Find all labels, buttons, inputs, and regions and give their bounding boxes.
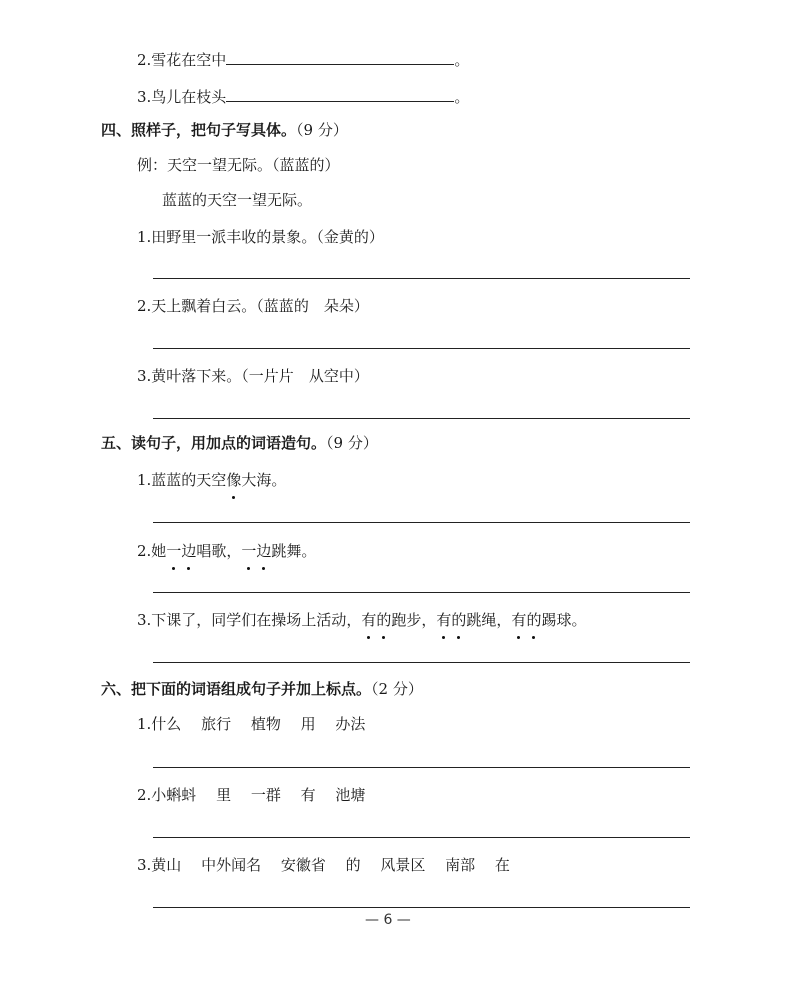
section-5-item-1: 1.蓝蓝的天空像大海。 — [137, 471, 287, 489]
answer-line-6-2[interactable] — [153, 837, 690, 838]
dotted-word: 有 — [436, 611, 452, 629]
dotted-word: 边 — [256, 542, 272, 560]
answer-line-4-1[interactable] — [153, 278, 690, 279]
dotted-word: 的 — [526, 611, 542, 629]
section-6-title: 六、把下面的词语组成句子并加上标点。 — [101, 680, 372, 698]
section-5-item-2: 2.她一边唱歌，一边跳舞。 — [137, 542, 317, 560]
section-5-item-3: 3.下课了，同学们在操场上活动，有的跑步，有的跳绳，有的踢球。 — [137, 611, 587, 629]
dotted-word: 的 — [451, 611, 467, 629]
section-4-title: 四、照样子，把句子写具体。 — [101, 121, 297, 139]
section-6-points: （2 分） — [371, 680, 423, 698]
section-4-item-1: 1.田野里一派丰收的景象。（金黄的） — [137, 228, 384, 246]
section-6-heading — [101, 679, 423, 699]
section-6-item-3: 3.黄山 中外闻名 安徽省 的 风景区 南部 在 — [137, 856, 510, 874]
fill-item-3: 3.鸟儿在枝头 。 — [137, 88, 470, 106]
section-6-item-1: 1.什么 旅行 植物 用 办法 — [137, 715, 366, 733]
section-4-item-2: 2.天上飘着白云。（蓝蓝的 朵朵） — [137, 297, 369, 315]
answer-line-5-2[interactable] — [153, 592, 690, 593]
fill-item-3-text: 3.鸟儿在枝头 — [137, 88, 227, 106]
fill-item-2-text: 2.雪花在空中 — [137, 51, 227, 69]
section-4-example: 例：天空一望无际。（蓝蓝的） — [137, 156, 340, 174]
section-5-title: 五、读句子，用加点的词语造句。 — [101, 434, 327, 452]
section-5-heading — [101, 433, 378, 453]
answer-line-6-1[interactable] — [153, 767, 690, 768]
page-number: — 6 — — [365, 912, 411, 928]
answer-line-5-3[interactable] — [153, 662, 690, 663]
dotted-word: 像 — [226, 471, 242, 489]
dotted-word: 一 — [241, 542, 257, 560]
answer-line-4-3[interactable] — [153, 418, 690, 419]
dotted-word: 有 — [511, 611, 527, 629]
fill-item-2: 2.雪花在空中 。 — [137, 51, 470, 69]
dotted-word: 一 — [166, 542, 182, 560]
section-6-item-2: 2.小蝌蚪 里 一群 有 池塘 — [137, 786, 366, 804]
answer-line-6-3[interactable] — [153, 907, 690, 908]
section-4-heading — [101, 120, 348, 140]
fill-blank-2[interactable] — [226, 50, 454, 65]
section-4-item-3: 3.黄叶落下来。（一片片 从空中） — [137, 367, 369, 385]
dotted-word: 边 — [181, 542, 197, 560]
dotted-word: 的 — [376, 611, 392, 629]
answer-line-4-2[interactable] — [153, 348, 690, 349]
fill-blank-3[interactable] — [226, 87, 454, 102]
section-4-example-answer: 蓝蓝的天空一望无际。 — [162, 191, 313, 209]
answer-line-5-1[interactable] — [153, 522, 690, 523]
section-4-points: （9 分） — [296, 121, 348, 139]
dotted-word: 有 — [361, 611, 377, 629]
section-5-points: （9 分） — [326, 434, 378, 452]
